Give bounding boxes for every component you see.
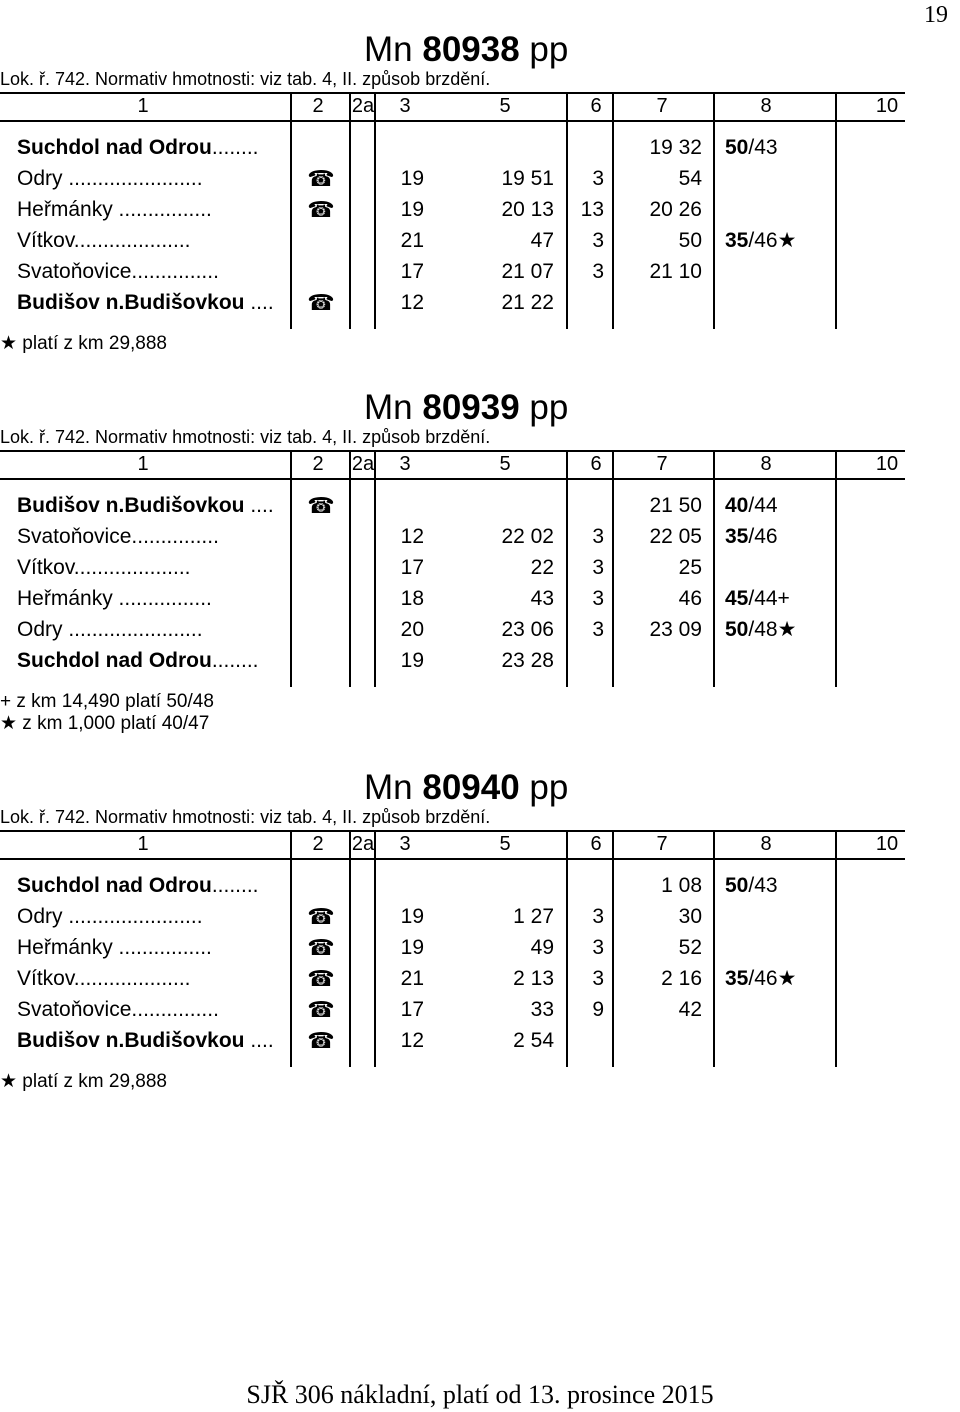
station-label: Budišov n.Budišovkou bbox=[17, 291, 245, 314]
column-header-row bbox=[0, 450, 905, 478]
speed-value: 19 bbox=[400, 905, 424, 928]
station-name bbox=[17, 936, 212, 960]
speed-value: 20 bbox=[400, 618, 424, 641]
speed-value: 21 bbox=[400, 967, 424, 990]
speed-value: 18 bbox=[400, 587, 424, 610]
column-header: 7 bbox=[656, 453, 668, 475]
station-label: Odry bbox=[17, 167, 63, 190]
column-header: 8 bbox=[760, 95, 772, 117]
station-name bbox=[17, 136, 259, 160]
footnote: + z km 14,490 platí 50/48 bbox=[0, 691, 214, 712]
column-header: 6 bbox=[590, 453, 602, 475]
station-leader-dots: .... bbox=[244, 1029, 274, 1052]
column-header: 2a bbox=[351, 453, 375, 475]
header-bottom-rule bbox=[0, 120, 905, 122]
station-leader-dots: .................... bbox=[73, 556, 191, 579]
column-header: 2a bbox=[351, 833, 375, 855]
brake-ratio-main: 50 bbox=[725, 618, 749, 641]
station-label: Suchdol nad Odrou bbox=[17, 649, 212, 672]
station-label: Budišov n.Budišovkou bbox=[17, 494, 245, 517]
station-label: Svatoňovice bbox=[17, 525, 132, 548]
column-header: 1 bbox=[137, 95, 149, 117]
station-name bbox=[17, 1029, 274, 1053]
speed-value: 17 bbox=[400, 556, 424, 579]
phone-icon: ☎ bbox=[307, 197, 335, 222]
station-name bbox=[17, 967, 191, 991]
brake-ratio-second: /46 bbox=[748, 525, 778, 548]
brake-ratio-main: 35 bbox=[725, 967, 749, 990]
timetable-row bbox=[0, 553, 905, 584]
stop-minutes: 13 bbox=[580, 198, 604, 221]
column-header: 7 bbox=[656, 95, 668, 117]
station-leader-dots: .................... bbox=[73, 229, 191, 252]
arrival-time: 22 bbox=[530, 556, 554, 579]
train-title bbox=[364, 768, 568, 808]
timetable-row bbox=[0, 902, 905, 933]
stop-minutes: 3 bbox=[592, 260, 604, 283]
departure-time: 21 50 bbox=[649, 494, 702, 517]
train-suffix: pp bbox=[519, 768, 569, 807]
station-name bbox=[17, 229, 191, 253]
column-header: 8 bbox=[760, 453, 772, 475]
star-icon: ★ bbox=[777, 618, 797, 641]
train-block bbox=[0, 768, 960, 1128]
stop-minutes: 3 bbox=[592, 587, 604, 610]
station-name bbox=[17, 618, 203, 642]
train-prefix: Mn bbox=[364, 30, 423, 69]
column-header: 7 bbox=[656, 833, 668, 855]
header-bottom-rule bbox=[0, 858, 905, 860]
column-header: 10 bbox=[875, 453, 899, 475]
arrival-time: 23 06 bbox=[501, 618, 554, 641]
brake-ratio-main: 50 bbox=[725, 136, 749, 159]
timetable-row bbox=[0, 164, 905, 195]
timetable-row bbox=[0, 646, 905, 677]
brake-ratio-second: /44 bbox=[748, 494, 778, 517]
station-name bbox=[17, 525, 219, 549]
train-number: 80940 bbox=[422, 768, 520, 807]
column-header: 3 bbox=[399, 453, 411, 475]
footnote: ★ platí z km 29,888 bbox=[0, 333, 168, 354]
station-label: Vítkov bbox=[17, 967, 74, 990]
arrival-time: 23 28 bbox=[501, 649, 554, 672]
column-header: 3 bbox=[399, 833, 411, 855]
speed-value: 17 bbox=[400, 260, 424, 283]
column-header: 10 bbox=[875, 95, 899, 117]
column-header: 1 bbox=[137, 453, 149, 475]
brake-ratio-main: 35 bbox=[725, 229, 749, 252]
phone-icon: ☎ bbox=[307, 904, 335, 929]
station-name bbox=[17, 556, 191, 580]
speed-value: 19 bbox=[400, 936, 424, 959]
column-header-row bbox=[0, 92, 905, 120]
arrival-time: 19 51 bbox=[501, 167, 554, 190]
station-label: Odry bbox=[17, 618, 63, 641]
speed-value: 19 bbox=[400, 649, 424, 672]
train-title bbox=[364, 388, 568, 428]
station-leader-dots: ....................... bbox=[62, 167, 203, 190]
timetable-row bbox=[0, 584, 905, 615]
brake-ratio-main: 40 bbox=[725, 494, 749, 517]
loco-info: Lok. ř. 742. Normativ hmotnosti: viz tab. 4, II. způsob brzdění. bbox=[0, 69, 491, 89]
column-header: 5 bbox=[499, 833, 511, 855]
speed-value: 17 bbox=[400, 998, 424, 1021]
timetable-row bbox=[0, 933, 905, 964]
stop-minutes: 3 bbox=[592, 936, 604, 959]
timetable-row bbox=[0, 288, 905, 319]
station-leader-dots: ................ bbox=[112, 198, 212, 221]
column-header: 1 bbox=[137, 833, 149, 855]
timetable-row bbox=[0, 522, 905, 553]
departure-time: 46 bbox=[678, 587, 702, 610]
column-header: 10 bbox=[875, 833, 899, 855]
brake-ratio bbox=[725, 874, 835, 898]
brake-ratio-main: 45 bbox=[725, 587, 749, 610]
station-name bbox=[17, 649, 259, 673]
arrival-time: 49 bbox=[530, 936, 554, 959]
brake-ratio bbox=[725, 587, 835, 611]
brake-ratio bbox=[725, 967, 835, 991]
brake-ratio-second: /48 bbox=[748, 618, 778, 641]
star-icon: ★ bbox=[777, 229, 797, 252]
column-header: 2 bbox=[312, 95, 324, 117]
train-prefix: Mn bbox=[364, 388, 423, 427]
train-block bbox=[0, 30, 960, 390]
speed-value: 12 bbox=[400, 525, 424, 548]
brake-ratio bbox=[725, 229, 835, 253]
arrival-time: 33 bbox=[530, 998, 554, 1021]
departure-time: 25 bbox=[678, 556, 702, 579]
departure-time: 42 bbox=[678, 998, 702, 1021]
timetable-row bbox=[0, 226, 905, 257]
station-leader-dots: ............... bbox=[131, 998, 219, 1021]
stop-minutes: 3 bbox=[592, 229, 604, 252]
timetable-row bbox=[0, 257, 905, 288]
departure-time: 2 16 bbox=[661, 967, 702, 990]
brake-ratio-second: /46 bbox=[748, 967, 778, 990]
station-label: Heřmánky bbox=[17, 936, 113, 959]
loco-info: Lok. ř. 742. Normativ hmotnosti: viz tab. 4, II. způsob brzdění. bbox=[0, 427, 491, 447]
stop-minutes: 3 bbox=[592, 905, 604, 928]
station-leader-dots: .... bbox=[244, 291, 274, 314]
station-name bbox=[17, 905, 203, 929]
brake-ratio bbox=[725, 136, 835, 160]
station-label: Odry bbox=[17, 905, 63, 928]
station-leader-dots: ....................... bbox=[62, 618, 203, 641]
stop-minutes: 3 bbox=[592, 525, 604, 548]
station-name bbox=[17, 167, 203, 191]
departure-time: 19 32 bbox=[649, 136, 702, 159]
footnote: ★ z km 1,000 platí 40/47 bbox=[0, 713, 210, 734]
timetable-row bbox=[0, 195, 905, 226]
phone-icon: ☎ bbox=[307, 966, 335, 991]
departure-time: 22 05 bbox=[649, 525, 702, 548]
column-header: 6 bbox=[590, 833, 602, 855]
station-name bbox=[17, 874, 259, 898]
timetable-row bbox=[0, 995, 905, 1026]
brake-ratio bbox=[725, 618, 835, 642]
timetable-row bbox=[0, 615, 905, 646]
station-leader-dots: ........ bbox=[211, 874, 259, 897]
station-leader-dots: .... bbox=[244, 494, 274, 517]
column-header: 5 bbox=[499, 453, 511, 475]
station-name bbox=[17, 587, 212, 611]
timetable-row bbox=[0, 133, 905, 164]
brake-ratio-second: /43 bbox=[748, 874, 778, 897]
column-header: 2 bbox=[312, 453, 324, 475]
timetable-row bbox=[0, 1026, 905, 1057]
departure-time: 30 bbox=[678, 905, 702, 928]
brake-ratio-second: /46 bbox=[748, 229, 778, 252]
brake-ratio bbox=[725, 525, 835, 549]
station-leader-dots: ................ bbox=[112, 587, 212, 610]
train-prefix: Mn bbox=[364, 768, 423, 807]
station-leader-dots: ........ bbox=[211, 649, 259, 672]
station-leader-dots: ........ bbox=[211, 136, 259, 159]
train-title bbox=[364, 30, 568, 70]
station-label: Svatoňovice bbox=[17, 998, 132, 1021]
departure-time: 54 bbox=[678, 167, 702, 190]
departure-time: 50 bbox=[678, 229, 702, 252]
page-footer: SJŘ 306 nákladní, platí od 13. prosince 2015 bbox=[246, 1380, 714, 1409]
station-name bbox=[17, 198, 212, 222]
departure-time: 21 10 bbox=[649, 260, 702, 283]
phone-icon: ☎ bbox=[307, 166, 335, 191]
station-name bbox=[17, 260, 219, 284]
station-label: Svatoňovice bbox=[17, 260, 132, 283]
station-label: Budišov n.Budišovkou bbox=[17, 1029, 245, 1052]
phone-icon: ☎ bbox=[307, 1028, 335, 1053]
station-leader-dots: ............... bbox=[131, 525, 219, 548]
column-header: 8 bbox=[760, 833, 772, 855]
arrival-time: 21 07 bbox=[501, 260, 554, 283]
station-label: Heřmánky bbox=[17, 198, 113, 221]
column-header-row bbox=[0, 830, 905, 858]
brake-ratio bbox=[725, 494, 835, 518]
brake-ratio-second: /44+ bbox=[748, 587, 790, 610]
page-number: 19 bbox=[924, 2, 948, 28]
train-block bbox=[0, 388, 960, 748]
departure-time: 52 bbox=[678, 936, 702, 959]
train-number: 80938 bbox=[422, 30, 520, 69]
station-leader-dots: ....................... bbox=[62, 905, 203, 928]
station-name bbox=[17, 494, 274, 518]
train-number: 80939 bbox=[422, 388, 520, 427]
arrival-time: 1 27 bbox=[513, 905, 554, 928]
train-suffix: pp bbox=[519, 30, 569, 69]
footnote: ★ platí z km 29,888 bbox=[0, 1071, 168, 1092]
phone-icon: ☎ bbox=[307, 493, 335, 518]
station-label: Vítkov bbox=[17, 229, 74, 252]
arrival-time: 21 22 bbox=[501, 291, 554, 314]
column-header: 2 bbox=[312, 833, 324, 855]
brake-ratio-main: 50 bbox=[725, 874, 749, 897]
speed-value: 19 bbox=[400, 198, 424, 221]
column-header: 2a bbox=[351, 95, 375, 117]
timetable-row bbox=[0, 871, 905, 902]
header-bottom-rule bbox=[0, 478, 905, 480]
departure-time: 1 08 bbox=[661, 874, 702, 897]
station-leader-dots: .................... bbox=[73, 967, 191, 990]
station-label: Heřmánky bbox=[17, 587, 113, 610]
station-label: Suchdol nad Odrou bbox=[17, 136, 212, 159]
arrival-time: 2 13 bbox=[513, 967, 554, 990]
arrival-time: 43 bbox=[530, 587, 554, 610]
column-header: 6 bbox=[590, 95, 602, 117]
stop-minutes: 3 bbox=[592, 618, 604, 641]
stop-minutes: 3 bbox=[592, 967, 604, 990]
departure-time: 20 26 bbox=[649, 198, 702, 221]
star-icon: ★ bbox=[777, 967, 797, 990]
phone-icon: ☎ bbox=[307, 290, 335, 315]
loco-info: Lok. ř. 742. Normativ hmotnosti: viz tab. 4, II. způsob brzdění. bbox=[0, 807, 491, 827]
phone-icon: ☎ bbox=[307, 935, 335, 960]
column-header: 3 bbox=[399, 95, 411, 117]
speed-value: 21 bbox=[400, 229, 424, 252]
brake-ratio-main: 35 bbox=[725, 525, 749, 548]
stop-minutes: 3 bbox=[592, 167, 604, 190]
phone-icon: ☎ bbox=[307, 997, 335, 1022]
station-leader-dots: ................ bbox=[112, 936, 212, 959]
arrival-time: 22 02 bbox=[501, 525, 554, 548]
timetable-row bbox=[0, 491, 905, 522]
speed-value: 19 bbox=[400, 167, 424, 190]
departure-time: 23 09 bbox=[649, 618, 702, 641]
stop-minutes: 9 bbox=[592, 998, 604, 1021]
speed-value: 12 bbox=[400, 291, 424, 314]
station-label: Suchdol nad Odrou bbox=[17, 874, 212, 897]
station-name bbox=[17, 291, 274, 315]
column-header: 5 bbox=[499, 95, 511, 117]
speed-value: 12 bbox=[400, 1029, 424, 1052]
train-suffix: pp bbox=[519, 388, 569, 427]
station-label: Vítkov bbox=[17, 556, 74, 579]
station-name bbox=[17, 998, 219, 1022]
arrival-time: 2 54 bbox=[513, 1029, 554, 1052]
stop-minutes: 3 bbox=[592, 556, 604, 579]
station-leader-dots: ............... bbox=[131, 260, 219, 283]
arrival-time: 20 13 bbox=[501, 198, 554, 221]
arrival-time: 47 bbox=[530, 229, 554, 252]
timetable-row bbox=[0, 964, 905, 995]
brake-ratio-second: /43 bbox=[748, 136, 778, 159]
